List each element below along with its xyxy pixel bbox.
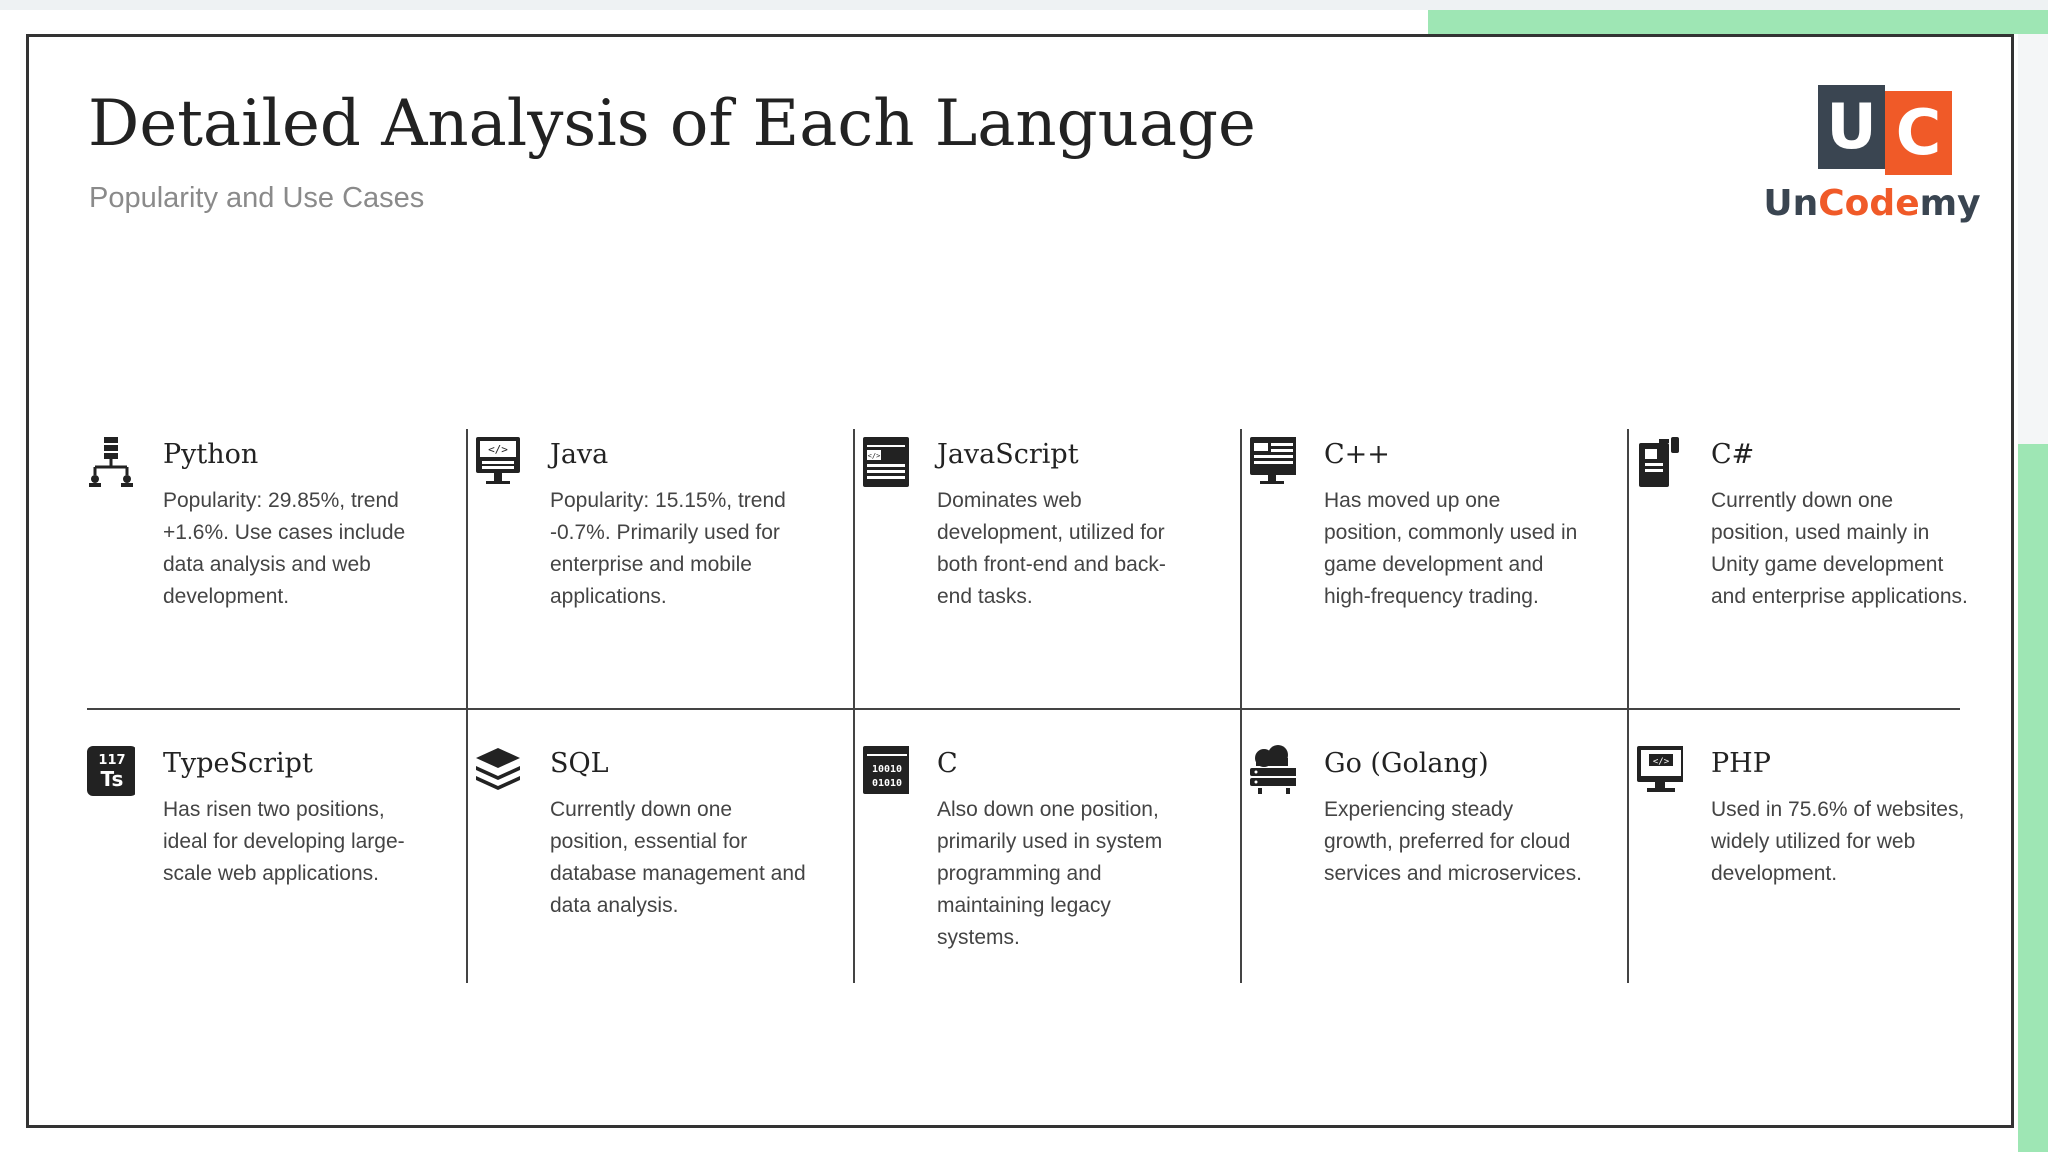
language-name: TypeScript xyxy=(163,748,313,779)
language-name: JavaScript xyxy=(937,439,1079,470)
language-name: SQL xyxy=(550,748,609,779)
page-subtitle: Popularity and Use Cases xyxy=(89,182,425,214)
binary-code-icon xyxy=(861,744,909,798)
page-title: Detailed Analysis of Each Language xyxy=(88,87,1256,161)
column-divider xyxy=(466,429,468,983)
language-description: Also down one position, primarily used in system programming and maintaining legacy systems. xyxy=(937,798,1163,949)
language-description: Currently down one position, used mainly in Unity game development and enterprise applications. xyxy=(1711,489,1968,608)
language-description: Has risen two positions, ideal for developing large-scale web applications. xyxy=(163,798,405,885)
language-name: C xyxy=(937,748,958,779)
cloud-server-icon xyxy=(1248,744,1296,798)
language-name: Java xyxy=(550,439,609,470)
svg-text:</>: </> xyxy=(1652,757,1670,767)
logo-text-un: Un xyxy=(1763,183,1819,224)
browser-code-icon xyxy=(861,435,909,489)
logo-mark xyxy=(1818,85,1952,175)
language-description: Experiencing steady growth, preferred for cloud services and microservices. xyxy=(1324,798,1582,885)
accent-bar-right xyxy=(2018,444,2048,1152)
database-layers-icon xyxy=(474,744,522,798)
language-description: Currently down one position, essential for database management and data analysis. xyxy=(550,798,806,917)
typescript-icon-number: 117 xyxy=(98,753,126,768)
slide xyxy=(26,34,2014,1128)
binary-icon-top: 10010 xyxy=(871,764,903,775)
language-name: Python xyxy=(163,439,259,470)
accent-bar-top xyxy=(1428,10,2048,34)
language-description: Used in 75.6% of websites, widely utilized for web development. xyxy=(1711,798,1965,885)
language-grid xyxy=(87,397,1987,997)
language-name: PHP xyxy=(1711,748,1771,779)
language-name: C++ xyxy=(1324,439,1390,470)
logo-text-my: my xyxy=(1919,183,1981,224)
column-divider xyxy=(853,429,855,983)
typescript-icon-letters: Ts xyxy=(100,767,124,791)
language-description: Popularity: 15.15%, trend -0.7%. Primarily used for enterprise and mobile applications. xyxy=(550,489,786,608)
binary-icon-bottom: 01010 xyxy=(871,778,903,789)
language-name: C# xyxy=(1711,439,1755,470)
svg-text:</>: </> xyxy=(867,452,881,460)
logo-letter-c: C xyxy=(1885,91,1952,175)
language-description: Has moved up one position, commonly used in game development and high-frequency trading. xyxy=(1324,489,1578,608)
typescript-icon xyxy=(87,744,135,798)
svg-text:</>: </> xyxy=(488,443,508,456)
monitor-code-icon xyxy=(1248,435,1296,489)
document-code-icon xyxy=(1635,435,1683,489)
hierarchy-icon xyxy=(87,435,135,489)
language-description: Popularity: 29.85%, trend +1.6%. Use cases include data analysis and web development. xyxy=(163,489,406,608)
laptop-code-icon xyxy=(474,435,522,489)
logo-text xyxy=(1757,183,1987,224)
column-divider xyxy=(1627,429,1629,983)
language-name: Go (Golang) xyxy=(1324,748,1489,779)
logo-letter-u: U xyxy=(1818,85,1885,169)
desktop-code-icon xyxy=(1635,744,1683,798)
top-strip xyxy=(0,0,2048,10)
logo-text-code: Code xyxy=(1818,183,1920,224)
language-description: Dominates web development, utilized for both front-end and back-end tasks. xyxy=(937,489,1166,608)
right-edge xyxy=(2018,34,2048,444)
column-divider xyxy=(1240,429,1242,983)
uncodemy-logo xyxy=(1757,85,1987,265)
row-divider xyxy=(87,708,1960,710)
